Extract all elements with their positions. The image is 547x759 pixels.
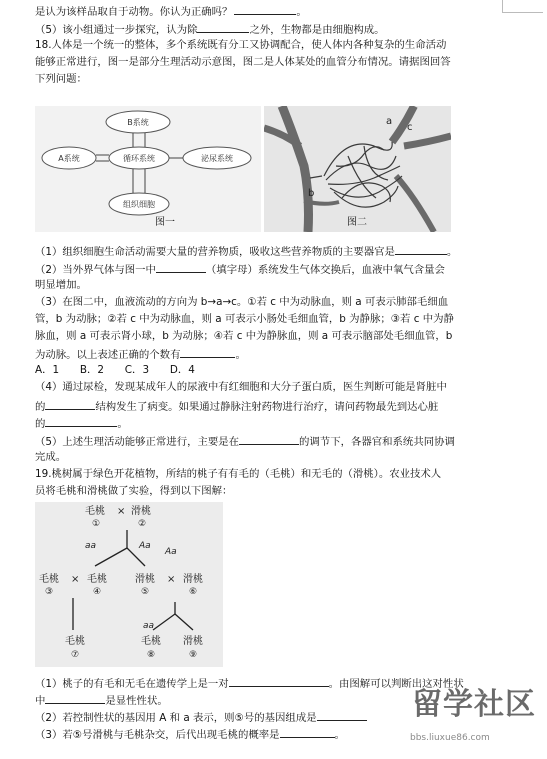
text-line bbox=[35, 677, 464, 689]
number-four: ④ bbox=[93, 587, 102, 597]
page-corner-mark bbox=[502, 0, 543, 13]
offspring-fuzzy-4: 毛桃 bbox=[87, 574, 107, 585]
line-text: （1）组织细胞生命活动需要大量的营养物质，吸收这些营养物质的主要器官是 bbox=[35, 246, 395, 258]
line-text: 是显性性状。 bbox=[105, 695, 168, 707]
figure-two-blood-vessels bbox=[264, 106, 451, 232]
figure-one-diagram bbox=[35, 106, 261, 232]
capillary-network-svg bbox=[264, 106, 451, 232]
text-line bbox=[35, 5, 307, 17]
offspring-smooth-6: 滑桃 bbox=[183, 574, 203, 585]
line-text: （1）桃子的有毛和无毛在遗传学上是一对 bbox=[35, 678, 229, 690]
text-line bbox=[35, 417, 128, 429]
answer-blank[interactable] bbox=[395, 245, 447, 255]
watermark-url: bbs.liuxue86.com bbox=[410, 733, 490, 743]
number-seven: ⑦ bbox=[71, 650, 80, 660]
line-text: 。 bbox=[296, 6, 307, 18]
number-eight: ⑧ bbox=[147, 650, 156, 660]
answer-blank[interactable] bbox=[180, 348, 235, 358]
a-system-label: A系统 bbox=[58, 154, 80, 163]
text-line: 19.桃树属于绿色开花植物，所结的桃子有有毛的（毛桃）和无毛的（滑桃）。农业技术人 bbox=[35, 468, 442, 480]
text-line: （3）在图二中，血液流动的方向为 b→a→c。①若 c 中为动脉血，则 a 可表示肺部毛细血 bbox=[35, 296, 449, 308]
peach-cross-svg bbox=[35, 502, 223, 667]
text-line bbox=[35, 711, 367, 723]
line-text: 。 bbox=[446, 246, 458, 258]
line-text: 为动脉。以上表述正确的个数有 bbox=[35, 349, 181, 361]
answer-blank[interactable] bbox=[229, 677, 329, 687]
figure-two-caption: 图二 bbox=[347, 217, 367, 228]
text-line bbox=[35, 263, 445, 275]
text-line: 脉血，则 a 可表示肾小球，b 为动脉；④若 c 中为静脉血，则 a 可表示脑部处毛细血管，b bbox=[35, 330, 453, 342]
line-text: 结构发生了病变。如果通过静脉注射药物进行治疗，请问药物最先到达心脏 bbox=[95, 401, 439, 413]
label-b: b bbox=[308, 188, 315, 199]
cross-symbol: × bbox=[117, 506, 126, 517]
figure-three-inheritance-chart bbox=[35, 502, 223, 667]
answer-blank[interactable] bbox=[234, 5, 296, 15]
line-text: （5）上述生理活动能够正常进行，主要是在 bbox=[35, 436, 240, 448]
offspring-smooth-5: 滑桃 bbox=[135, 574, 155, 585]
answer-blank[interactable] bbox=[280, 728, 335, 738]
answer-blank[interactable] bbox=[45, 400, 95, 410]
text-line: 员将毛桃和滑桃做了实验，得到以下图解： bbox=[35, 485, 233, 497]
line-text: （2）当外界气体与图一中 bbox=[35, 264, 156, 276]
vessel-b bbox=[282, 106, 309, 232]
answer-blank[interactable] bbox=[239, 435, 299, 445]
offspring-fuzzy-8: 毛桃 bbox=[141, 636, 161, 647]
text-line bbox=[35, 435, 455, 447]
answer-blank[interactable] bbox=[317, 711, 367, 721]
line-text: （2）若控制性状的基因用 A 和 a 表示，则⑤号的基因组成是 bbox=[35, 712, 317, 724]
text-line bbox=[35, 245, 457, 257]
vessel-branch bbox=[304, 201, 339, 204]
parent-smooth-peach: 滑桃 bbox=[131, 506, 151, 517]
label-c: c bbox=[407, 122, 413, 133]
line-text: （5）该小组通过一步探究，认为除 bbox=[35, 24, 198, 36]
offspring-smooth-9: 滑桃 bbox=[183, 636, 203, 647]
number-five: ⑤ bbox=[141, 587, 150, 597]
line-text: 之外，生物都是由细胞构成。 bbox=[249, 24, 385, 36]
answer-blank[interactable] bbox=[197, 23, 249, 33]
offspring-fuzzy-3: 毛桃 bbox=[39, 574, 59, 585]
answer-blank[interactable] bbox=[45, 417, 117, 427]
b-system-label: B系统 bbox=[127, 118, 149, 127]
number-three: ③ bbox=[45, 587, 54, 597]
parent-fuzzy-peach: 毛桃 bbox=[85, 506, 105, 517]
circulatory-system-label: 循环系统 bbox=[123, 154, 155, 163]
text-line bbox=[35, 400, 438, 412]
genotype-Aa: Aa bbox=[165, 547, 177, 557]
line-text: 。 bbox=[334, 729, 345, 741]
line-text: 中 bbox=[35, 695, 46, 707]
line-text: 的调节下，各器官和系统共同协调 bbox=[299, 436, 455, 448]
text-line bbox=[35, 728, 345, 740]
answer-options: A．1 B．2 C．3 D．4 bbox=[35, 364, 195, 376]
number-one: ① bbox=[92, 519, 101, 529]
answer-blank[interactable] bbox=[156, 263, 206, 273]
text-line: （4）通过尿检，发现某成年人的尿液中有红细胞和大分子蛋白质，医生判断可能是肾脏中 bbox=[35, 381, 447, 393]
answer-blank[interactable] bbox=[45, 694, 105, 704]
line-text: （填字母）系统发生气体交换后，血液中氧气含量会 bbox=[205, 264, 445, 276]
text-line: 下列问题： bbox=[35, 73, 87, 85]
text-line: 管，b 为动脉；②若 c 中为动脉血，则 a 可表示小肠处毛细血管，b 为静脉；③若 c 中为静 bbox=[35, 313, 454, 325]
line-text: 。由图解可以判断出这对性状 bbox=[328, 678, 464, 690]
vessel-branch bbox=[396, 176, 434, 232]
urinary-system-label: 泌尿系统 bbox=[201, 154, 233, 163]
text-line bbox=[35, 348, 246, 360]
text-line: 完成。 bbox=[35, 451, 67, 463]
line-text: 的 bbox=[35, 418, 46, 430]
text-line: 能够正常进行，图一是部分生理活动示意图，图二是人体某处的血管分布情况。请据图回答 bbox=[35, 56, 451, 68]
label-a: a bbox=[386, 116, 393, 127]
text-line: 明显增加。 bbox=[35, 279, 87, 291]
line-text: 。 bbox=[235, 349, 246, 361]
text-line bbox=[35, 694, 168, 706]
capillary-network bbox=[310, 142, 402, 207]
offspring-fuzzy-7: 毛桃 bbox=[65, 636, 85, 647]
genotype-aa: aa bbox=[85, 541, 97, 551]
figure-one-caption: 图一 bbox=[155, 217, 175, 228]
line-text: 是认为该样品取自于动物。你认为正确吗？ bbox=[35, 6, 233, 18]
line-text: 的 bbox=[35, 401, 46, 413]
genotype-Aa: Aa bbox=[139, 541, 151, 551]
line-text: 。 bbox=[117, 418, 128, 430]
number-two: ② bbox=[138, 519, 147, 529]
genotype-aa: aa bbox=[143, 621, 155, 631]
cross-symbol: × bbox=[167, 574, 176, 585]
text-line: 18.人体是一个统一的整体，多个系统既有分工又协调配合，使人体内各种复杂的生命活动 bbox=[35, 39, 447, 51]
line-text: （3）若⑤号滑桃与毛桃杂交，后代出现毛桃的概率是 bbox=[35, 729, 280, 741]
number-nine: ⑨ bbox=[189, 650, 198, 660]
watermark-logo-text: 留学社区 bbox=[412, 687, 536, 722]
tissue-cell-label: 组织细胞 bbox=[123, 200, 155, 209]
cross-symbol: × bbox=[71, 574, 80, 585]
site-watermark bbox=[400, 687, 540, 750]
text-line bbox=[35, 23, 385, 35]
vessel-branch bbox=[404, 136, 451, 146]
number-six: ⑥ bbox=[189, 587, 198, 597]
system-flow-svg bbox=[35, 106, 261, 232]
